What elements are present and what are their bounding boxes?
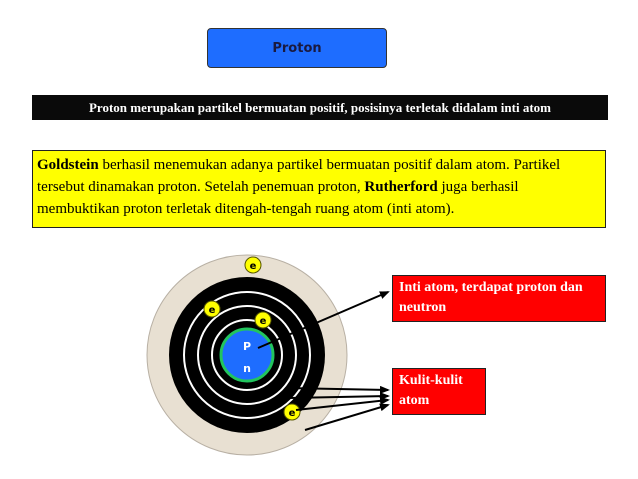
nucleus-label-n: n xyxy=(243,362,251,375)
shells-callout xyxy=(392,368,486,415)
nucleus-callout xyxy=(392,275,606,322)
electron-label: e xyxy=(288,408,296,419)
electron-label: e xyxy=(259,316,267,327)
shells-callout-text: Kulit-kulit atom xyxy=(399,373,463,408)
electron xyxy=(245,257,261,273)
nucleus-label-p: P xyxy=(242,340,252,353)
electron-label: e xyxy=(249,261,257,272)
electron xyxy=(284,404,300,420)
scientist-goldstein: Goldstein xyxy=(37,157,99,173)
electron-label: e xyxy=(208,305,216,316)
history-text-2: juga berhasil membuktikan proton terletak ditengah-tengah ruang atom (inti atom). xyxy=(37,179,519,217)
nucleus-callout-text: Inti atom, terdapat proton dan neutron xyxy=(399,280,583,315)
scientist-rutherford: Rutherford xyxy=(364,179,438,195)
page-title: Proton xyxy=(272,40,322,56)
definition-text: Proton merupakan partikel bermuatan positif, posisinya terletak didalam inti atom xyxy=(88,99,551,115)
history-text-1: berhasil menemukan adanya partikel bermuatan positif dalam atom. Partikel tersebut dinamakan proton. Setelah penemuan proton, xyxy=(37,157,561,195)
electron xyxy=(255,312,271,328)
electron xyxy=(204,301,220,317)
